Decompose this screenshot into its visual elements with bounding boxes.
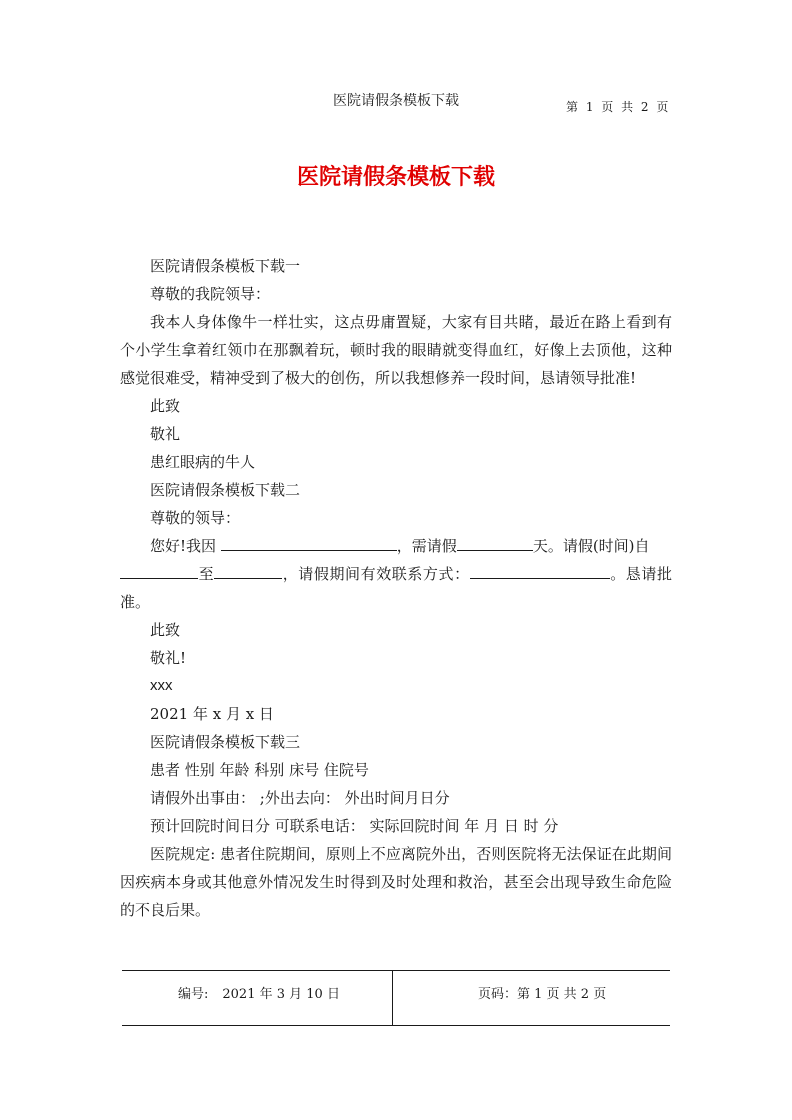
section3-line3: 预计回院时间日分 可联系电话： 实际回院时间 年 月 日 时 分 bbox=[150, 817, 559, 835]
section1-closing1: 此致 bbox=[150, 397, 181, 415]
reason-blank[interactable] bbox=[221, 532, 397, 551]
footer-divider bbox=[392, 971, 393, 1025]
form-text-6: 。恳请批准。 bbox=[120, 565, 672, 611]
page-indicator: 第 1 页 共 2 页 bbox=[566, 100, 671, 114]
footer-page: 页码：第 1 页 共 2 页 bbox=[478, 987, 607, 1002]
section1-heading: 医院请假条模板下载一 bbox=[150, 257, 301, 275]
document-body bbox=[120, 252, 672, 924]
start-date-blank[interactable] bbox=[120, 560, 198, 579]
running-header: 医院请假条模板下载 bbox=[333, 93, 459, 109]
page-footer bbox=[122, 970, 670, 1026]
section2-signature: xxx bbox=[150, 677, 173, 694]
section1-salutation: 尊敬的我院领导： bbox=[150, 285, 271, 303]
section2-closing2: 敬礼! bbox=[150, 649, 187, 667]
form-text-4: 至 bbox=[198, 565, 215, 583]
section3-line2: 请假外出事由： ;外出去向： 外出时间月日分 bbox=[150, 789, 450, 807]
section2-salutation: 尊敬的领导： bbox=[150, 509, 241, 527]
form-text-2: ，需请假 bbox=[396, 537, 457, 555]
days-blank[interactable] bbox=[457, 532, 533, 551]
footer-number bbox=[178, 983, 340, 1002]
footer-number-label: 编号: bbox=[178, 987, 209, 1002]
section3-line1: 患者 性别 年龄 科别 床号 住院号 bbox=[150, 761, 369, 779]
document-title: 医院请假条模板下载 bbox=[296, 164, 495, 190]
section2-date: 2021 年 x 月 x 日 bbox=[150, 705, 274, 723]
form-text-5: ，请假期间有效联系方式： bbox=[282, 565, 470, 583]
section2-closing1: 此致 bbox=[150, 621, 181, 639]
section2-form-text bbox=[120, 532, 672, 616]
section2-heading: 医院请假条模板下载二 bbox=[150, 481, 301, 499]
form-text-1: 您好!我因 bbox=[150, 537, 221, 555]
form-text-3: 天。请假(时间)自 bbox=[532, 537, 650, 555]
section3-rules: 医院规定: 患者住院期间，原则上不应离院外出，否则医院将无法保证在此期间因疾病本身或其他意外情况发生时得到及时处理和救治，甚至会出现导致生命危险的不良后果。 bbox=[120, 845, 672, 919]
section1-signature: 患红眼病的牛人 bbox=[150, 453, 256, 471]
end-date-blank[interactable] bbox=[214, 560, 282, 579]
section1-closing2: 敬礼 bbox=[150, 425, 181, 443]
section1-body: 我本人身体像牛一样壮实，这点毋庸置疑，大家有目共睹，最近在路上看到有个小学生拿着红领巾在那飘着玩，顿时我的眼睛就变得血红，好像上去顶他，这种感觉很难受，精神受到了极大的创伤，所以我想修养一段时间，恳请领导批准! bbox=[120, 313, 672, 387]
contact-blank[interactable] bbox=[470, 560, 610, 579]
section3-heading: 医院请假条模板下载三 bbox=[150, 733, 301, 751]
footer-number-value: 2021 年 3 月 10 日 bbox=[222, 987, 340, 1002]
